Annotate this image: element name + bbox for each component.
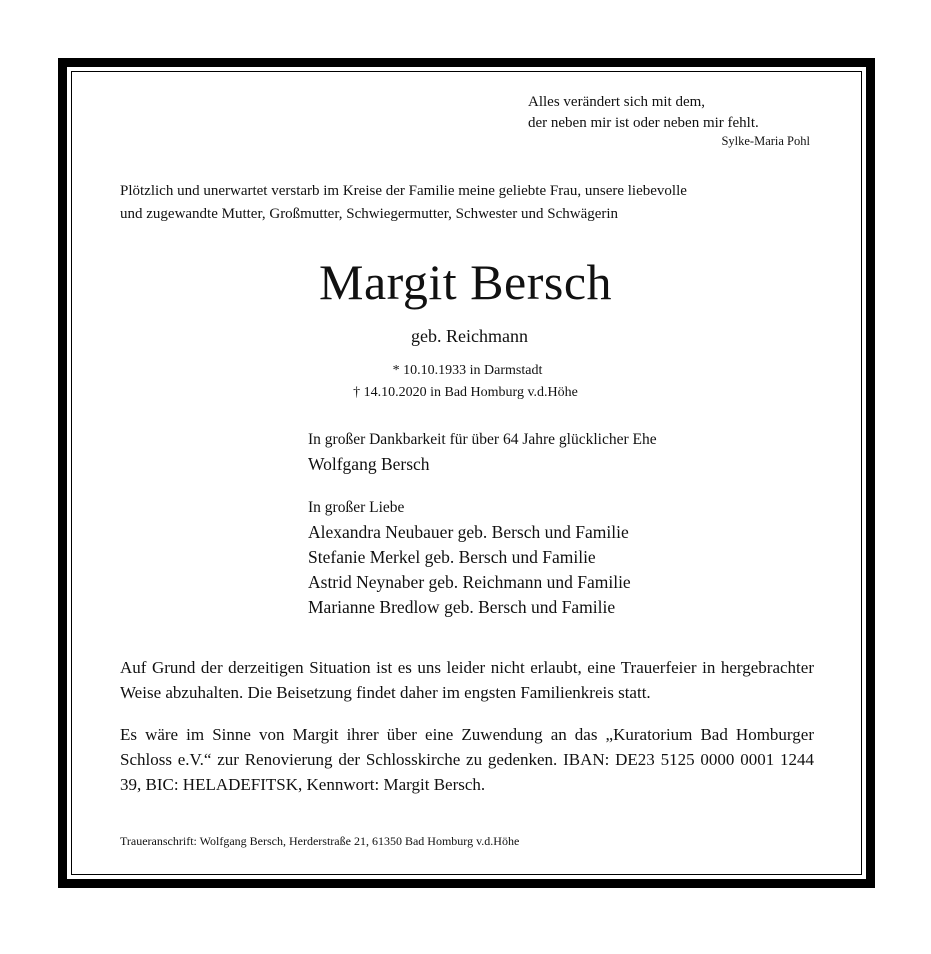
donation-paragraph: Es wäre im Sinne von Margit ihrer über eine Zuwendung an das „Kuratorium Bad Homburger Schloss e.V.“ zur Renovierung der Schlosskirche zu gedenken. IBAN: DE23 5125 0000 0001 1244 39, BIC: HELADEFITSK, Kennwort: Margit Bersch. [120, 725, 814, 794]
birth-date: * 10.10.1933 in Darmstadt [392, 363, 543, 378]
family-member: Astrid Neynaber geb. Reichmann und Familie [308, 572, 631, 592]
intro-text [120, 180, 820, 226]
family-intro: In großer Liebe [308, 499, 405, 516]
mourning-address: Traueranschrift: Wolfgang Bersch, Herderstraße 21, 61350 Bad Homburg v.d.Höhe [120, 834, 520, 848]
notice-paragraph: Auf Grund der derzeitigen Situation ist es uns leider nicht erlaubt, eine Trauerfeier in hergebrachter Weise abzuhalten. Die Beisetzung findet daher im engsten Familienkreis statt. [120, 658, 814, 702]
intro-line: Plötzlich und unerwartet verstarb im Kreise der Familie meine geliebte Frau, unsere liebevolle [120, 183, 687, 199]
family-member: Alexandra Neubauer geb. Bersch und Familie [308, 522, 629, 542]
quote [528, 92, 828, 134]
spouse-name: Wolfgang Bersch [308, 454, 430, 474]
maiden-name: geb. Reichmann [411, 326, 528, 346]
death-date: † 14.10.2020 in Bad Homburg v.d.Höhe [353, 385, 578, 400]
quote-line: der neben mir ist oder neben mir fehlt. [528, 115, 759, 131]
spouse-intro: In großer Dankbarkeit für über 64 Jahre glücklicher Ehe [308, 431, 657, 448]
mourners-list [308, 428, 828, 620]
funeral-notice [120, 655, 814, 814]
intro-line: und zugewandte Mutter, Großmutter, Schwiegermutter, Schwester und Schwägerin [120, 206, 619, 222]
deceased-name: Margit Bersch [318, 254, 613, 310]
family-member: Stefanie Merkel geb. Bersch und Familie [308, 547, 596, 567]
quote-line: Alles verändert sich mit dem, [528, 94, 706, 110]
family-member: Marianne Bredlow geb. Bersch und Familie [308, 597, 616, 617]
quote-author: Sylke-Maria Pohl [721, 134, 810, 148]
